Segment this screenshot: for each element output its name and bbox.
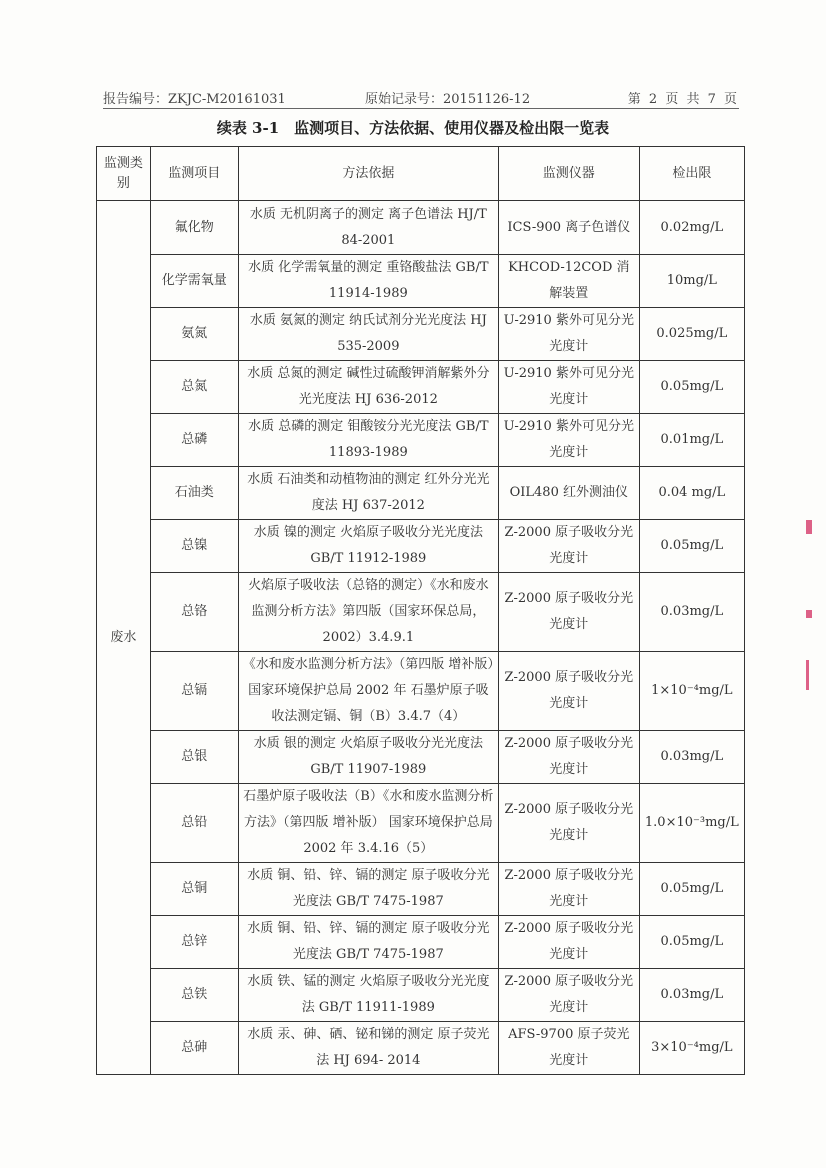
limit-cell: 1.0×10⁻³mg/L xyxy=(639,784,744,863)
item-cell: 总锌 xyxy=(150,916,238,969)
method-cell: 水质 银的测定 火焰原子吸收分光光度法 GB/T 11907-1989 xyxy=(238,731,498,784)
limit-cell: 0.03mg/L xyxy=(639,573,744,652)
method-cell: 水质 铜、铅、锌、镉的测定 原子吸收分光光度法 GB/T 7475-1987 xyxy=(238,916,498,969)
method-cell: 火焰原子吸收法（总铬的测定）《水和废水监测分析方法》第四版（国家环保总局，2002）3.4.9.1 xyxy=(238,573,498,652)
instrument-cell: Z-2000 原子吸收分光光度计 xyxy=(498,916,639,969)
method-cell: 水质 总磷的测定 钼酸铵分光光度法 GB/T 11893-1989 xyxy=(238,414,498,467)
stamp-mark xyxy=(806,520,812,534)
limit-cell: 0.04 mg/L xyxy=(639,467,744,520)
limit-cell: 3×10⁻⁴mg/L xyxy=(639,1022,744,1075)
instrument-cell: Z-2000 原子吸收分光光度计 xyxy=(498,784,639,863)
method-cell: 水质 汞、砷、硒、铋和锑的测定 原子荧光法 HJ 694- 2014 xyxy=(238,1022,498,1075)
instrument-cell: Z-2000 原子吸收分光光度计 xyxy=(498,520,639,573)
instrument-cell: Z-2000 原子吸收分光光度计 xyxy=(498,731,639,784)
table-row xyxy=(97,731,745,784)
limit-cell: 0.05mg/L xyxy=(639,916,744,969)
report-number: 报告编号：ZKJC-M20161031 xyxy=(103,92,286,107)
method-cell: 水质 氨氮的测定 纳氏试剂分光光度法 HJ 535-2009 xyxy=(238,308,498,361)
item-cell: 总铅 xyxy=(150,784,238,863)
instrument-cell: Z-2000 原子吸收分光光度计 xyxy=(498,969,639,1022)
method-cell: 水质 化学需氧量的测定 重铬酸盐法 GB/T 11914-1989 xyxy=(238,255,498,308)
method-cell: 水质 总氮的测定 碱性过硫酸钾消解紫外分光光度法 HJ 636-2012 xyxy=(238,361,498,414)
instrument-cell: ICS-900 离子色谱仪 xyxy=(498,201,639,255)
item-cell: 总镍 xyxy=(150,520,238,573)
col-header-item: 监测项目 xyxy=(150,147,238,201)
method-cell: 水质 镍的测定 火焰原子吸收分光光度法 GB/T 11912-1989 xyxy=(238,520,498,573)
item-cell: 氟化物 xyxy=(150,201,238,255)
limit-cell: 0.03mg/L xyxy=(639,731,744,784)
instrument-cell: Z-2000 原子吸收分光光度计 xyxy=(498,863,639,916)
method-cell: 水质 铜、铅、锌、镉的测定 原子吸收分光光度法 GB/T 7475-1987 xyxy=(238,863,498,916)
stamp-mark xyxy=(806,660,809,690)
method-cell: 《水和废水监测分析方法》（第四版 增补版）国家环境保护总局 2002 年 石墨炉原子吸收法测定镉、铜（B）3.4.7（4） xyxy=(238,652,498,731)
stamp-mark xyxy=(806,610,812,618)
limit-cell: 0.03mg/L xyxy=(639,969,744,1022)
category-cell: 废水 xyxy=(97,201,151,1075)
instrument-cell: U-2910 紫外可见分光光度计 xyxy=(498,361,639,414)
method-cell: 水质 铁、锰的测定 火焰原子吸收分光光度法 GB/T 11911-1989 xyxy=(238,969,498,1022)
page-indicator: 第 2 页 共 7 页 xyxy=(627,92,739,107)
limit-cell: 0.02mg/L xyxy=(639,201,744,255)
method-cell: 水质 无机阴离子的测定 离子色谱法 HJ/T 84-2001 xyxy=(238,201,498,255)
limit-cell: 0.05mg/L xyxy=(639,361,744,414)
item-cell: 总铜 xyxy=(150,863,238,916)
limit-cell: 10mg/L xyxy=(639,255,744,308)
instrument-cell: AFS-9700 原子荧光光度计 xyxy=(498,1022,639,1075)
instrument-cell: U-2910 紫外可见分光光度计 xyxy=(498,414,639,467)
item-cell: 总银 xyxy=(150,731,238,784)
table-row xyxy=(97,652,745,731)
table-row xyxy=(97,467,745,520)
table-header-row xyxy=(97,147,745,201)
page-header xyxy=(103,86,739,109)
table-row xyxy=(97,255,745,308)
instrument-cell: Z-2000 原子吸收分光光度计 xyxy=(498,652,639,731)
method-cell: 石墨炉原子吸收法（B）《水和废水监测分析方法》（第四版 增补版） 国家环境保护总局 2002 年 3.4.16（5） xyxy=(238,784,498,863)
instrument-cell: Z-2000 原子吸收分光光度计 xyxy=(498,573,639,652)
table-row xyxy=(97,1022,745,1075)
col-header-instrument: 监测仪器 xyxy=(498,147,639,201)
limit-cell: 0.01mg/L xyxy=(639,414,744,467)
col-header-limit: 检出限 xyxy=(639,147,744,201)
table-row xyxy=(97,308,745,361)
instrument-cell: OIL480 红外测油仪 xyxy=(498,467,639,520)
table-row xyxy=(97,969,745,1022)
record-number: 原始记录号：20151126-12 xyxy=(365,92,531,107)
limit-cell: 1×10⁻⁴mg/L xyxy=(639,652,744,731)
method-cell: 水质 石油类和动植物油的测定 红外分光光度法 HJ 637-2012 xyxy=(238,467,498,520)
instrument-cell: KHCOD-12COD 消解装置 xyxy=(498,255,639,308)
item-cell: 氨氮 xyxy=(150,308,238,361)
table-row xyxy=(97,863,745,916)
table-row xyxy=(97,916,745,969)
table-row xyxy=(97,573,745,652)
item-cell: 总氮 xyxy=(150,361,238,414)
item-cell: 石油类 xyxy=(150,467,238,520)
item-cell: 总铬 xyxy=(150,573,238,652)
item-cell: 总镉 xyxy=(150,652,238,731)
col-header-category: 监测类别 xyxy=(97,147,151,201)
col-header-method: 方法依据 xyxy=(238,147,498,201)
instrument-cell: U-2910 紫外可见分光光度计 xyxy=(498,308,639,361)
table-row xyxy=(97,784,745,863)
item-cell: 总磷 xyxy=(150,414,238,467)
limit-cell: 0.05mg/L xyxy=(639,520,744,573)
limit-cell: 0.025mg/L xyxy=(639,308,744,361)
item-cell: 总铁 xyxy=(150,969,238,1022)
table-row xyxy=(97,520,745,573)
item-cell: 化学需氧量 xyxy=(150,255,238,308)
table-title: 续表 3-1 监测项目、方法依据、使用仪器及检出限一览表 xyxy=(216,119,610,137)
table-row xyxy=(97,201,745,255)
monitoring-table xyxy=(96,146,745,1075)
table-row xyxy=(97,414,745,467)
item-cell: 总砷 xyxy=(150,1022,238,1075)
limit-cell: 0.05mg/L xyxy=(639,863,744,916)
table-row xyxy=(97,361,745,414)
